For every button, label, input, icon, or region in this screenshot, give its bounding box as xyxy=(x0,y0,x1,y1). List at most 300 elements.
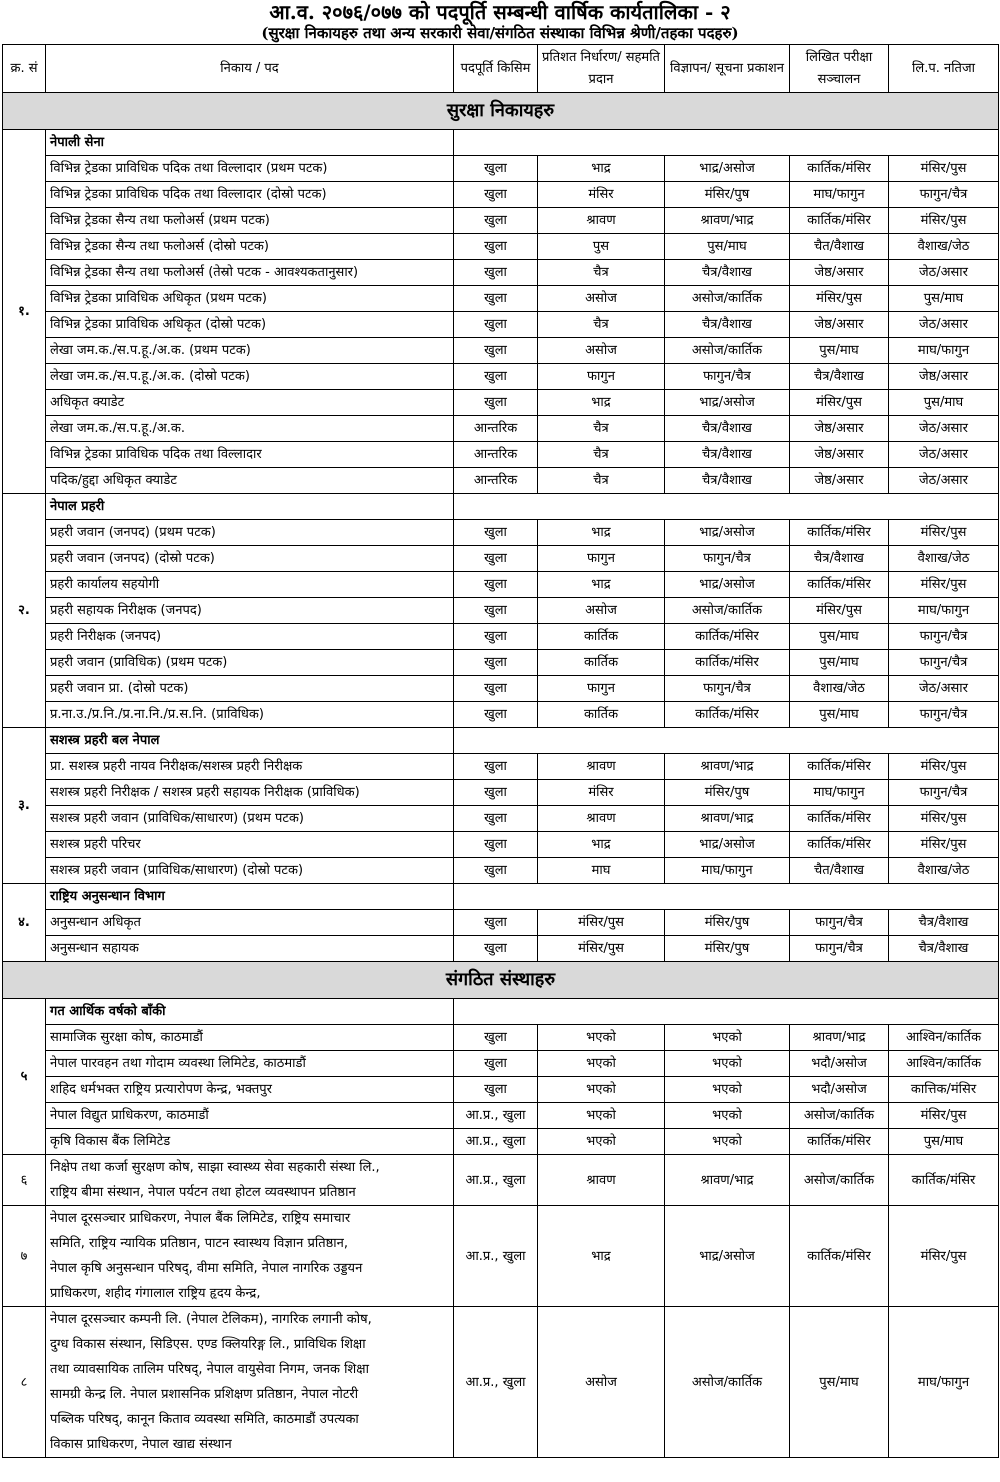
recruit-type: खुला xyxy=(454,182,538,208)
recruit-type: आन्तरिक xyxy=(454,468,538,494)
ad-date: मंसिर/पुष xyxy=(665,936,790,962)
post-name: प्रहरी निरीक्षक (जनपद) xyxy=(46,624,454,650)
table-row xyxy=(3,754,999,780)
table-row xyxy=(3,1307,999,1458)
percent-date: श्रावण xyxy=(538,806,665,832)
table-row xyxy=(3,1155,999,1206)
post-name: विभिन्न ट्रेडका सैन्य तथा फलोअर्स (दोस्रो पटक) xyxy=(46,234,454,260)
exam-date: चैत्र/वैशाख xyxy=(790,546,889,572)
post-name: सामाजिक सुरक्षा कोष, काठमाडौं xyxy=(46,1025,454,1051)
percent-date: भएको xyxy=(538,1051,665,1077)
ad-date: चैत्र/वैशाख xyxy=(665,416,790,442)
recruit-type: आ.प्र., खुला xyxy=(454,1307,538,1458)
serial-number: ३. xyxy=(3,728,46,884)
exam-date: कार्तिक/मंसिर xyxy=(790,572,889,598)
ad-date: मंसिर/पुष xyxy=(665,910,790,936)
percent-date: भाद्र xyxy=(538,390,665,416)
schedule-body xyxy=(3,93,999,1458)
result-date: जेष्ठ/असार xyxy=(889,364,999,390)
recruit-type: खुला xyxy=(454,624,538,650)
ad-date: चैत्र/वैशाख xyxy=(665,312,790,338)
result-date: मंसिर/पुस xyxy=(889,572,999,598)
ad-date: भाद्र/असोज xyxy=(665,572,790,598)
recruit-type: खुला xyxy=(454,260,538,286)
group-row xyxy=(3,884,999,910)
ad-date: फागुन/चैत्र xyxy=(665,364,790,390)
ad-date: कार्तिक/मंसिर xyxy=(665,702,790,728)
table-row xyxy=(3,1051,999,1077)
exam-date: चैत्र/वैशाख xyxy=(790,364,889,390)
result-date: फागुन/चैत्र xyxy=(889,624,999,650)
group-blank xyxy=(454,728,999,754)
table-row xyxy=(3,208,999,234)
table-row xyxy=(3,338,999,364)
result-date: आश्विन/कार्तिक xyxy=(889,1051,999,1077)
table-row xyxy=(3,234,999,260)
ad-date: मंसिर/पुष xyxy=(665,780,790,806)
recruit-type: खुला xyxy=(454,338,538,364)
recruit-type: खुला xyxy=(454,234,538,260)
group-blank xyxy=(454,494,999,520)
exam-date: फागुन/चैत्र xyxy=(790,910,889,936)
recruit-type: खुला xyxy=(454,364,538,390)
exam-date: पुस/माघ xyxy=(790,650,889,676)
ad-date: असोज/कार्तिक xyxy=(665,1307,790,1458)
group-row xyxy=(3,494,999,520)
post-name: प्रहरी जवान (जनपद) (प्रथम पटक) xyxy=(46,520,454,546)
recruit-type: खुला xyxy=(454,806,538,832)
table-row xyxy=(3,546,999,572)
result-date: मंसिर/पुस xyxy=(889,156,999,182)
ad-date: मंसिर/पुष xyxy=(665,182,790,208)
post-name-line: निक्षेप तथा कर्जा सुरक्षण कोष, साझा स्वास्थ्य सेवा सहकारी संस्था लि., xyxy=(50,1160,380,1175)
table-row xyxy=(3,572,999,598)
ad-date: भाद्र/असोज xyxy=(665,832,790,858)
post-name-line: पब्लिक परिषद्, कानून किताव व्यवस्था समिति, काठमाडौं उपत्यका xyxy=(50,1412,359,1427)
exam-date: मंसिर/पुस xyxy=(790,390,889,416)
ad-date: श्रावण/भाद्र xyxy=(665,754,790,780)
percent-date: फागुन xyxy=(538,546,665,572)
result-date: माघ/फागुन xyxy=(889,338,999,364)
percent-date: असोज xyxy=(538,286,665,312)
group-name: राष्ट्रिय अनुसन्धान विभाग xyxy=(46,884,454,910)
serial-number: ७ xyxy=(3,1206,46,1307)
post-name-line: राष्ट्रिय बीमा संस्थान, नेपाल पर्यटन तथा होटल व्यवस्थापन प्रतिष्ठान xyxy=(50,1185,356,1200)
percent-date: मंसिर xyxy=(538,182,665,208)
result-date: मंसिर/पुस xyxy=(889,1206,999,1307)
ad-date: पुस/माघ xyxy=(665,234,790,260)
table-row xyxy=(3,806,999,832)
result-date: जेठ/असार xyxy=(889,260,999,286)
post-name: अनुसन्धान सहायक xyxy=(46,936,454,962)
recruit-type: खुला xyxy=(454,832,538,858)
exam-date: कार्तिक/मंसिर xyxy=(790,208,889,234)
exam-date: श्रावण/भाद्र xyxy=(790,1025,889,1051)
recruit-type: खुला xyxy=(454,936,538,962)
result-date: फागुन/चैत्र xyxy=(889,182,999,208)
percent-date: भएको xyxy=(538,1077,665,1103)
ad-date: चैत्र/वैशाख xyxy=(665,442,790,468)
ad-date: भाद्र/असोज xyxy=(665,1206,790,1307)
result-date: मंसिर/पुस xyxy=(889,520,999,546)
result-date: मंसिर/पुस xyxy=(889,754,999,780)
post-name: अधिकृत क्याडेट xyxy=(46,390,454,416)
post-name xyxy=(46,1155,454,1206)
table-row xyxy=(3,390,999,416)
post-name: प्रहरी जवान (जनपद) (दोस्रो पटक) xyxy=(46,546,454,572)
result-date: फागुन/चैत्र xyxy=(889,650,999,676)
post-name: सशस्त्र प्रहरी निरीक्षक / सशस्त्र प्रहरी सहायक निरीक्षक (प्राविधिक) xyxy=(46,780,454,806)
post-name: प्रहरी सहायक निरीक्षक (जनपद) xyxy=(46,598,454,624)
table-row xyxy=(3,286,999,312)
post-name-line: समिति, राष्ट्रिय न्यायिक प्रतिष्ठान, पाटन स्वास्थय विज्ञान प्रतिष्ठान, xyxy=(50,1236,348,1251)
result-date: जेठ/असार xyxy=(889,312,999,338)
table-row xyxy=(3,910,999,936)
post-name: नेपाल पारवहन तथा गोदाम व्यवस्था लिमिटेड, काठमाडौं xyxy=(46,1051,454,1077)
recruit-type: आन्तरिक xyxy=(454,442,538,468)
post-name-line: नेपाल कृषि अनुसन्धान परिषद्, वीमा समिति, नेपाल नागरिक उड्डयन xyxy=(50,1261,363,1276)
table-row xyxy=(3,676,999,702)
table-row xyxy=(3,1103,999,1129)
post-name: प्रा. सशस्त्र प्रहरी नायव निरीक्षक/सशस्त्र प्रहरी निरीक्षक xyxy=(46,754,454,780)
ad-date: भएको xyxy=(665,1025,790,1051)
result-date: माघ/फागुन xyxy=(889,598,999,624)
recruit-type: खुला xyxy=(454,910,538,936)
table-row xyxy=(3,1077,999,1103)
serial-number: ५ xyxy=(3,999,46,1155)
exam-date: भदौ/असोज xyxy=(790,1051,889,1077)
ad-date: श्रावण/भाद्र xyxy=(665,806,790,832)
exam-date: कार्तिक/मंसिर xyxy=(790,754,889,780)
percent-date: फागुन xyxy=(538,364,665,390)
post-name-line: प्राधिकरण, शहीद गंगालाल राष्ट्रिय हृदय केन्द्र, xyxy=(50,1286,261,1301)
header-post: निकाय / पद xyxy=(46,45,454,93)
percent-date: भएको xyxy=(538,1025,665,1051)
ad-date: भएको xyxy=(665,1103,790,1129)
result-date: वैशाख/जेठ xyxy=(889,546,999,572)
header-type: पदपूर्ति किसिम xyxy=(454,45,538,93)
exam-date: कार्तिक/मंसिर xyxy=(790,520,889,546)
percent-date: कार्तिक xyxy=(538,702,665,728)
ad-date: असोज/कार्तिक xyxy=(665,598,790,624)
post-name-line: नेपाल दूरसञ्चार कम्पनी लि. (नेपाल टेलिकम), नागरिक लगानी कोष, xyxy=(50,1312,372,1327)
ad-date: फागुन/चैत्र xyxy=(665,546,790,572)
ad-date: भाद्र/असोज xyxy=(665,520,790,546)
result-date: चैत्र/वैशाख xyxy=(889,936,999,962)
recruit-type: खुला xyxy=(454,650,538,676)
table-row xyxy=(3,598,999,624)
exam-date: जेष्ठ/असार xyxy=(790,312,889,338)
post-name: लेखा जम.क./स.प.हू./अ.क. xyxy=(46,416,454,442)
ad-date: कार्तिक/मंसिर xyxy=(665,624,790,650)
recruit-type: आ.प्र., खुला xyxy=(454,1103,538,1129)
result-date: वैशाख/जेठ xyxy=(889,858,999,884)
post-name: प्रहरी जवान (प्राविधिक) (प्रथम पटक) xyxy=(46,650,454,676)
group-blank xyxy=(454,999,999,1025)
title-block xyxy=(0,0,1000,44)
exam-date: कार्तिक/मंसिर xyxy=(790,156,889,182)
header-ad: विज्ञापन/ सूचना प्रकाशन xyxy=(665,45,790,93)
exam-date: कार्तिक/मंसिर xyxy=(790,1206,889,1307)
exam-date: जेष्ठ/असार xyxy=(790,416,889,442)
exam-date: असोज/कार्तिक xyxy=(790,1155,889,1206)
post-name: सशस्त्र प्रहरी परिचर xyxy=(46,832,454,858)
ad-date: असोज/कार्तिक xyxy=(665,286,790,312)
result-date: मंसिर/पुस xyxy=(889,832,999,858)
table-row xyxy=(3,520,999,546)
post-name: लेखा जम.क./स.प.हू./अ.क. (दोस्रो पटक) xyxy=(46,364,454,390)
ad-date: माघ/फागुन xyxy=(665,858,790,884)
recruit-type: खुला xyxy=(454,156,538,182)
ad-date: श्रावण/भाद्र xyxy=(665,1155,790,1206)
section-row xyxy=(3,962,999,999)
recruit-type: खुला xyxy=(454,1025,538,1051)
percent-date: मंसिर/पुस xyxy=(538,936,665,962)
table-row xyxy=(3,780,999,806)
serial-number: १. xyxy=(3,130,46,494)
post-name: नेपाल विद्युत प्राधिकरण, काठमाडौं xyxy=(46,1103,454,1129)
post-name: विभिन्न ट्रेडका प्राविधिक पदिक तथा विल्लादार xyxy=(46,442,454,468)
percent-date: चैत्र xyxy=(538,312,665,338)
post-name: विभिन्न ट्रेडका सैन्य तथा फलोअर्स (प्रथम पटक) xyxy=(46,208,454,234)
percent-date: चैत्र xyxy=(538,416,665,442)
recruit-type: खुला xyxy=(454,520,538,546)
percent-date: भाद्र xyxy=(538,832,665,858)
post-name: कृषि विकास बैंक लिमिटेड xyxy=(46,1129,454,1155)
post-name-line: नेपाल दूरसञ्चार प्राधिकरण, नेपाल बैंक लिमिटेड, राष्ट्रिय समाचार xyxy=(50,1211,351,1226)
post-name: अनुसन्धान अधिकृत xyxy=(46,910,454,936)
exam-date: मंसिर/पुस xyxy=(790,598,889,624)
exam-date: जेष्ठ/असार xyxy=(790,468,889,494)
result-date: जेठ/असार xyxy=(889,442,999,468)
percent-date: श्रावण xyxy=(538,1155,665,1206)
result-date: जेठ/असार xyxy=(889,416,999,442)
recruit-type: खुला xyxy=(454,702,538,728)
table-row xyxy=(3,416,999,442)
ad-date: फागुन/चैत्र xyxy=(665,676,790,702)
exam-date: चैत/वैशाख xyxy=(790,858,889,884)
ad-date: असोज/कार्तिक xyxy=(665,338,790,364)
percent-date: मंसिर/पुस xyxy=(538,910,665,936)
result-date: जेठ/असार xyxy=(889,676,999,702)
percent-date: मंसिर xyxy=(538,780,665,806)
table-row xyxy=(3,1129,999,1155)
header-exam: लिखित परीक्षा सञ्चालन xyxy=(790,45,889,93)
percent-date: श्रावण xyxy=(538,754,665,780)
post-name-line: विकास प्राधिकरण, नेपाल खाद्य संस्थान xyxy=(50,1437,232,1452)
exam-date: असोज/कार्तिक xyxy=(790,1103,889,1129)
recruit-type: खुला xyxy=(454,1077,538,1103)
ad-date: चैत्र/वैशाख xyxy=(665,468,790,494)
group-blank xyxy=(454,884,999,910)
post-name: सशस्त्र प्रहरी जवान (प्राविधिक/साधारण) (दोस्रो पटक) xyxy=(46,858,454,884)
page-subtitle: (सुरक्षा निकायहरु तथा अन्य सरकारी सेवा/संगठित संस्थाका विभिन्न श्रेणी/तहका पदहरु) xyxy=(261,24,739,42)
exam-date: कार्तिक/मंसिर xyxy=(790,832,889,858)
serial-number: २. xyxy=(3,494,46,728)
exam-date: जेष्ठ/असार xyxy=(790,260,889,286)
exam-date: माघ/फागुन xyxy=(790,182,889,208)
post-name: विभिन्न ट्रेडका प्राविधिक पदिक तथा विल्लादार (दोस्रो पटक) xyxy=(46,182,454,208)
table-row xyxy=(3,364,999,390)
group-name: गत आर्थिक वर्षको बाँकी xyxy=(46,999,454,1025)
table-row xyxy=(3,1025,999,1051)
result-date: मंसिर/पुस xyxy=(889,208,999,234)
recruit-type: खुला xyxy=(454,754,538,780)
percent-date: चैत्र xyxy=(538,260,665,286)
result-date: माघ/फागुन xyxy=(889,1307,999,1458)
post-name: विभिन्न ट्रेडका प्राविधिक अधिकृत (दोस्रो पटक) xyxy=(46,312,454,338)
group-name: सशस्त्र प्रहरी बल नेपाल xyxy=(46,728,454,754)
exam-date: वैशाख/जेठ xyxy=(790,676,889,702)
post-name: विभिन्न ट्रेडका प्राविधिक पदिक तथा विल्लादार (प्रथम पटक) xyxy=(46,156,454,182)
result-date: वैशाख/जेठ xyxy=(889,234,999,260)
header-sn: क्र. सं xyxy=(3,45,46,93)
exam-date: पुस/माघ xyxy=(790,702,889,728)
ad-date: भएको xyxy=(665,1129,790,1155)
exam-date: जेष्ठ/असार xyxy=(790,442,889,468)
table-row xyxy=(3,468,999,494)
table-row xyxy=(3,312,999,338)
recruit-type: खुला xyxy=(454,390,538,416)
ad-date: चैत्र/वैशाख xyxy=(665,260,790,286)
serial-number: ६ xyxy=(3,1155,46,1206)
exam-date: भदौ/असोज xyxy=(790,1077,889,1103)
percent-date: भाद्र xyxy=(538,1206,665,1307)
exam-date: कार्तिक/मंसिर xyxy=(790,806,889,832)
percent-date: भएको xyxy=(538,1103,665,1129)
ad-date: श्रावण/भाद्र xyxy=(665,208,790,234)
exam-date: पुस/माघ xyxy=(790,338,889,364)
exam-date: पुस/माघ xyxy=(790,624,889,650)
post-name: सशस्त्र प्रहरी जवान (प्राविधिक/साधारण) (प्रथम पटक) xyxy=(46,806,454,832)
exam-date: चैत/वैशाख xyxy=(790,234,889,260)
table-row xyxy=(3,156,999,182)
recruit-type: खुला xyxy=(454,546,538,572)
recruit-type: खुला xyxy=(454,572,538,598)
post-name xyxy=(46,1206,454,1307)
post-name-line: तथा व्यावसायिक तालिम परिषद्, नेपाल वायुसेवा निगम, जनक शिक्षा xyxy=(50,1362,369,1377)
table-row xyxy=(3,1206,999,1307)
post-name-line: सामग्री केन्द्र लि. नेपाल प्रशासनिक प्रशिक्षण प्रतिष्ठान, नेपाल नोटरी xyxy=(50,1387,359,1402)
ad-date: भाद्र/असोज xyxy=(665,156,790,182)
table-row xyxy=(3,858,999,884)
table-row xyxy=(3,624,999,650)
result-date: कार्तिक/मंसिर xyxy=(889,1155,999,1206)
result-date: चैत्र/वैशाख xyxy=(889,910,999,936)
result-date: आश्विन/कार्तिक xyxy=(889,1025,999,1051)
group-row xyxy=(3,999,999,1025)
table-row xyxy=(3,442,999,468)
recruit-type: खुला xyxy=(454,780,538,806)
post-name: प्रहरी कार्यालय सहयोगी xyxy=(46,572,454,598)
recruit-type: आ.प्र., खुला xyxy=(454,1129,538,1155)
recruit-type: आन्तरिक xyxy=(454,416,538,442)
ad-date: भएको xyxy=(665,1051,790,1077)
recruit-type: खुला xyxy=(454,1051,538,1077)
percent-date: श्रावण xyxy=(538,208,665,234)
exam-date: माघ/फागुन xyxy=(790,780,889,806)
section-title: सुरक्षा निकायहरु xyxy=(3,93,999,130)
result-date: पुस/माघ xyxy=(889,390,999,416)
recruit-type: खुला xyxy=(454,208,538,234)
percent-date: भाद्र xyxy=(538,572,665,598)
percent-date: असोज xyxy=(538,598,665,624)
percent-date: असोज xyxy=(538,1307,665,1458)
exam-date: मंसिर/पुस xyxy=(790,286,889,312)
percent-date: असोज xyxy=(538,338,665,364)
recruit-type: खुला xyxy=(454,598,538,624)
post-name: प्रहरी जवान प्रा. (दोस्रो पटक) xyxy=(46,676,454,702)
header-row xyxy=(3,45,999,93)
section-row xyxy=(3,93,999,130)
serial-number: ८ xyxy=(3,1307,46,1458)
group-blank xyxy=(454,130,999,156)
exam-date: पुस/माघ xyxy=(790,1307,889,1458)
recruit-type: खुला xyxy=(454,676,538,702)
percent-date: भएको xyxy=(538,1129,665,1155)
table-row xyxy=(3,832,999,858)
recruit-type: आ.प्र., खुला xyxy=(454,1155,538,1206)
post-name: शहिद धर्मभक्त राष्ट्रिय प्रत्यारोपण केन्द्र, भक्तपुर xyxy=(46,1077,454,1103)
table-row xyxy=(3,702,999,728)
percent-date: भाद्र xyxy=(538,520,665,546)
post-name: विभिन्न ट्रेडका प्राविधिक अधिकृत (प्रथम पटक) xyxy=(46,286,454,312)
group-row xyxy=(3,728,999,754)
recruit-type: खुला xyxy=(454,286,538,312)
result-date: मंसिर/पुस xyxy=(889,1103,999,1129)
header-percent: प्रतिशत निर्धारण/ सहमति प्रदान xyxy=(538,45,665,93)
ad-date: भएको xyxy=(665,1077,790,1103)
percent-date: माघ xyxy=(538,858,665,884)
group-name: नेपाल प्रहरी xyxy=(46,494,454,520)
group-row xyxy=(3,130,999,156)
exam-date: फागुन/चैत्र xyxy=(790,936,889,962)
post-name: लेखा जम.क./स.प.हू./अ.क. (प्रथम पटक) xyxy=(46,338,454,364)
post-name: पदिक/हुद्दा अधिकृत क्याडेट xyxy=(46,468,454,494)
exam-date: कार्तिक/मंसिर xyxy=(790,1129,889,1155)
table-row xyxy=(3,936,999,962)
result-date: फागुन/चैत्र xyxy=(889,702,999,728)
percent-date: कार्तिक xyxy=(538,650,665,676)
table-row xyxy=(3,260,999,286)
ad-date: कार्तिक/मंसिर xyxy=(665,650,790,676)
percent-date: कार्तिक xyxy=(538,624,665,650)
result-date: पुस/माघ xyxy=(889,1129,999,1155)
ad-date: भाद्र/असोज xyxy=(665,390,790,416)
percent-date: भाद्र xyxy=(538,156,665,182)
section-title: संगठित संस्थाहरु xyxy=(3,962,999,999)
result-date: कात्तिक/मंसिर xyxy=(889,1077,999,1103)
percent-date: फागुन xyxy=(538,676,665,702)
percent-date: पुस xyxy=(538,234,665,260)
result-date: मंसिर/पुस xyxy=(889,806,999,832)
recruit-type: आ.प्र., खुला xyxy=(454,1206,538,1307)
recruit-type: खुला xyxy=(454,312,538,338)
serial-number: ४. xyxy=(3,884,46,962)
post-name: प्र.ना.उ./प्र.नि./प्र.ना.नि./प्र.स.नि. (प्राविधिक) xyxy=(46,702,454,728)
schedule-table xyxy=(2,44,999,1458)
result-date: जेठ/असार xyxy=(889,468,999,494)
percent-date: चैत्र xyxy=(538,468,665,494)
table-row xyxy=(3,650,999,676)
group-name: नेपाली सेना xyxy=(46,130,454,156)
page-title: आ.व. २०७६/०७७ को पदपूर्ति सम्बन्धी वार्षिक कार्यतालिका - २ xyxy=(269,0,731,24)
post-name: विभिन्न ट्रेडका सैन्य तथा फलोअर्स (तेस्रो पटक - आवश्यकतानुसार) xyxy=(46,260,454,286)
post-name-line: दुग्ध विकास संस्थान, सिडिएस. एण्ड क्लियरिङ्ग लि., प्राविधिक शिक्षा xyxy=(50,1337,366,1352)
percent-date: चैत्र xyxy=(538,442,665,468)
result-date: पुस/माघ xyxy=(889,286,999,312)
recruit-type: खुला xyxy=(454,858,538,884)
